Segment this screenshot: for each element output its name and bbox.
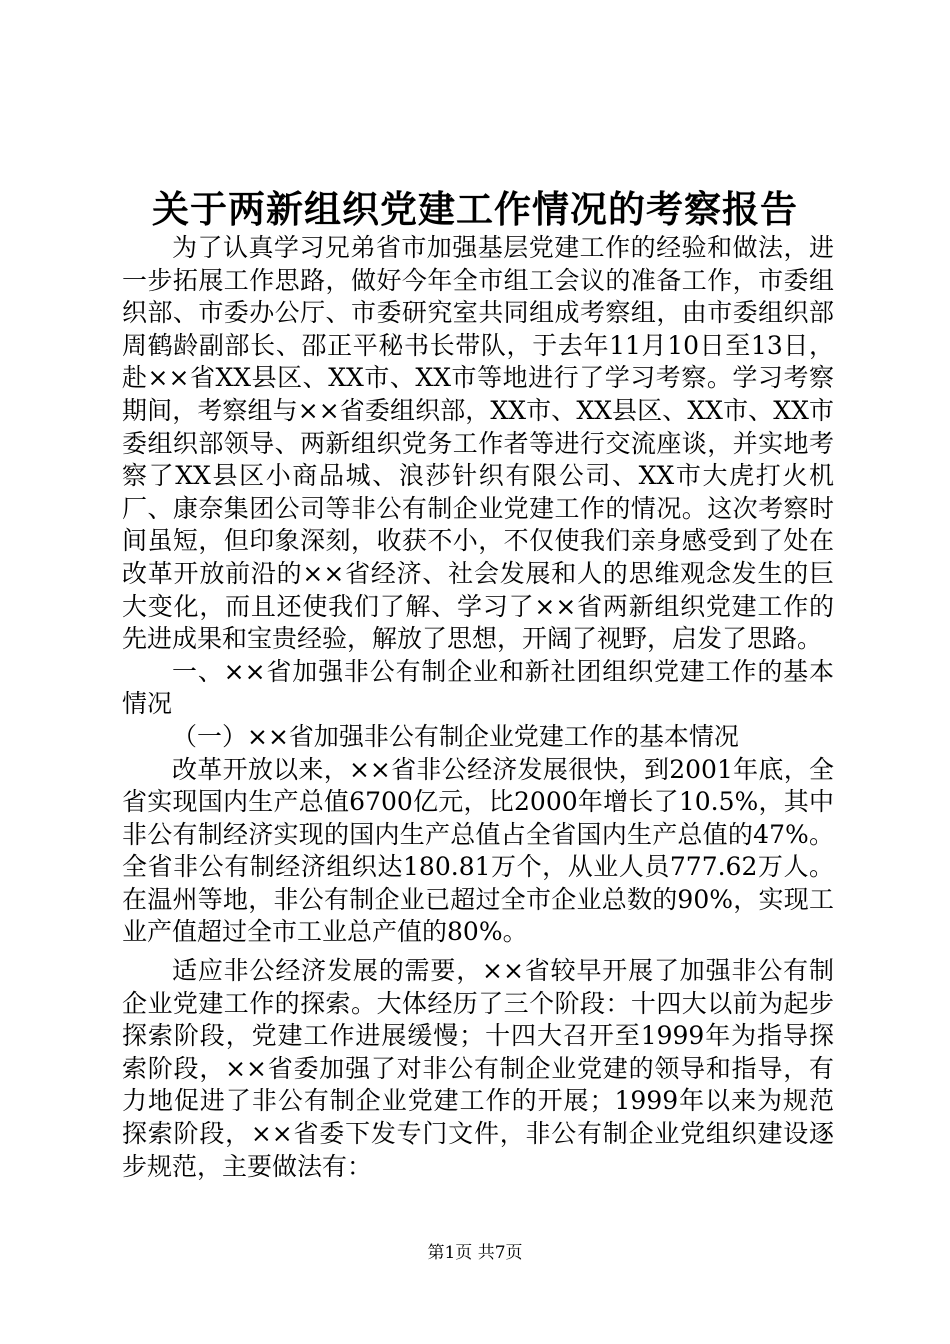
- section-heading-1: 一、××省加强非公有制企业和新社团组织党建工作的基本情况: [122, 656, 834, 719]
- subsection-heading-1: （一）××省加强非公有制企业党建工作的基本情况: [172, 721, 739, 751]
- paragraph-economy-overview: 改革开放以来，××省非公经济发展很快，到2001年底，全省实现国内生产总值6700亿元，比2000年增长了10.5%，其中非公有制经济实现的国内生产总值占全省国内生产总值的47%。全省非公有制经济组织达180.81万个，从业人员777.62万人。在温州等地，非公有制企业已超过全市企业总数的90%，实现工业产值超过全市工业总产值的80%。: [122, 754, 834, 947]
- document-title: 关于两新组织党建工作情况的考察报告: [152, 187, 798, 231]
- paragraph-party-building-stages: 适应非公经济发展的需要，××省较早开展了加强非公有制企业党建工作的探索。大体经历了三个阶段：十四大以前为起步探索阶段，党建工作进展缓慢；十四大召开至1999年为指导探索阶段，××省委加强了对非公有制企业党建的领导和指导，有力地促进了非公有制企业党建工作的开展；1999年以来为规范探索阶段，××省委下发专门文件，非公有制企业党组织建设逐步规范，主要做法有：: [122, 956, 834, 1181]
- intro-paragraph: 为了认真学习兄弟省市加强基层党建工作的经验和做法，进一步拓展工作思路，做好今年全市组工会议的准备工作，市委组织部、市委办公厅、市委研究室共同组成考察组，由市委组织部周鹤龄副部长、邵正平秘书长带队，于去年11月10日至13日，赴××省XX县区、XX市、XX市等地进行了学习考察。学习考察期间，考察组与××省委组织部，XX市、XX县区、XX市、XX市委组织部领导、两新组织党务工作者等进行交流座谈，并实地考察了XX县区小商品城、浪莎针织有限公司、XX市大虎打火机厂、康奈集团公司等非公有制企业党建工作的情况。这次考察时间虽短，但印象深刻，收获不小，不仅使我们亲身感受到了处在改革开放前沿的××省经济、社会发展和人的思维观念发生的巨大变化，而且还使我们了解、学习了××省两新组织党建工作的先进成果和宝贵经验，解放了思想，开阔了视野，启发了思路。: [122, 233, 834, 654]
- page-number-footer: 第1页 共7页: [427, 1243, 523, 1263]
- document-body: [122, 232, 834, 1183]
